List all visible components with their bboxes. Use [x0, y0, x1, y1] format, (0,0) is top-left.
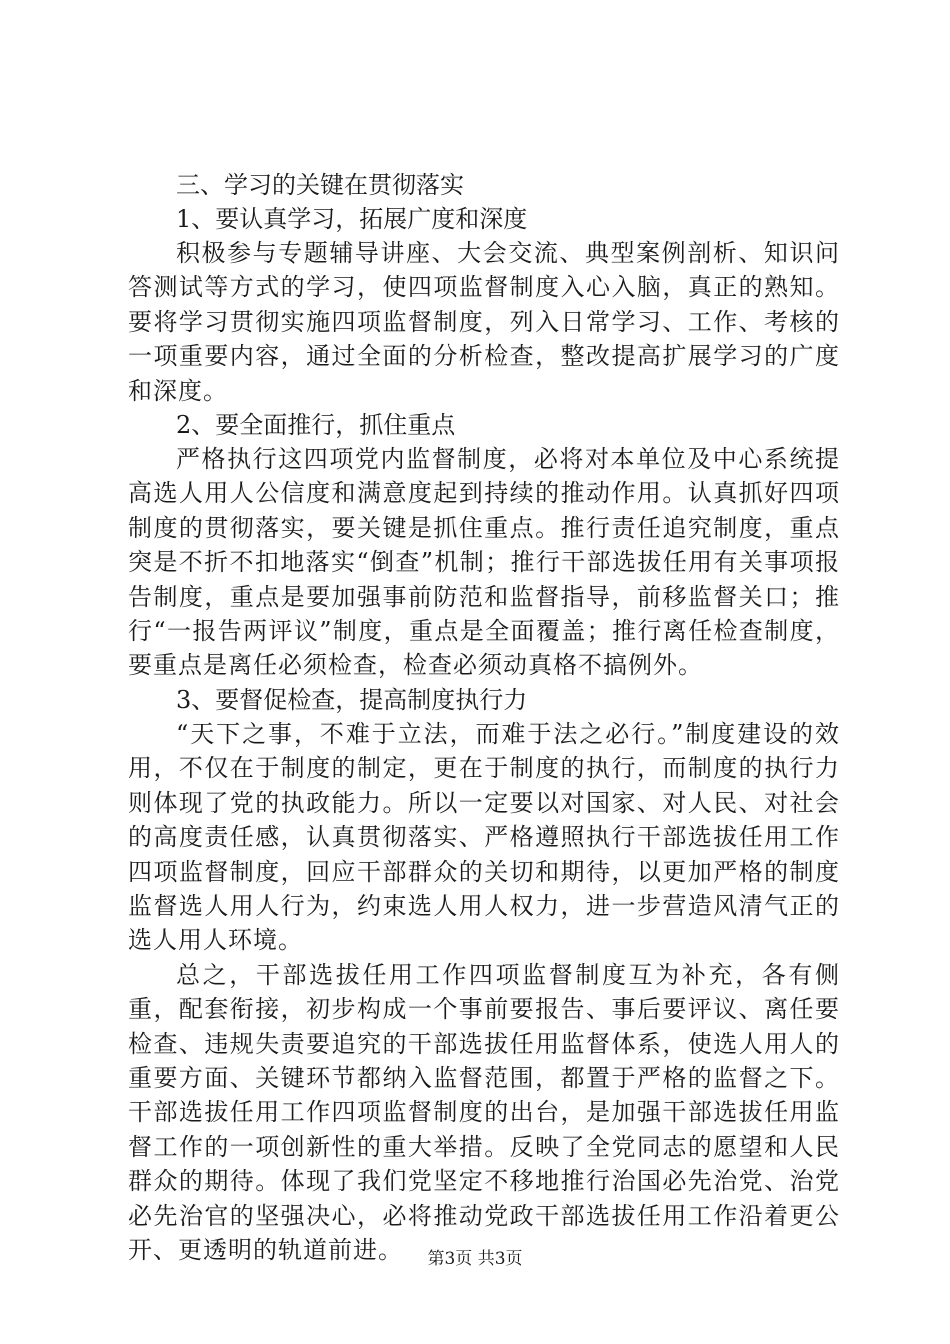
- document-body: [128, 168, 840, 1267]
- page-number-footer: 第3页 共3页: [427, 1249, 523, 1269]
- conclusion-paragraph: 总之，干部选拔任用工作四项监督制度互为补充，各有侧重，配套衔接，初步构成一个事前要报告、事后要评议、离任要检查、违规失责要追究的干部选拔任用监督体系，使选人用人的重要方面、关键环节都纳入监督范围，都置于严格的监督之下。干部选拔任用工作四项监督制度的出台，是加强干部选拔任用监督工作的一项创新性的重大举措。反映了全党同志的愿望和人民群众的期待。体现了我们党坚定不移地推行治国必先治党、治党必先治官的坚强决心，必将推动党政干部选拔任用工作沿着更公开、更透明的轨道前进。: [128, 960, 840, 1264]
- item-1-paragraph: 积极参与专题辅导讲座、大会交流、典型案例剖析、知识问答测试等方式的学习，使四项监督制度入心入脑，真正的熟知。要将学习贯彻实施四项监督制度，列入日常学习、工作、考核的一项重要内容，通过全面的分析检查，整改提高扩展学习的广度和深度。: [128, 239, 840, 405]
- item-2-paragraph: 严格执行这四项党内监督制度，必将对本单位及中心系统提高选人用人公信度和满意度起到持续的推动作用。认真抓好四项制度的贯彻落实，要关键是抓住重点。推行责任追究制度，重点突是不折不扣地落实“倒查”机制；推行干部选拔任用有关事项报告制度，重点是要加强事前防范和监督指导，前移监督关口；推行“一报告两评议”制度，重点是全面覆盖；推行离任检查制度，要重点是离任必须检查，检查必须动真格不搞例外。: [128, 445, 840, 680]
- item-2-heading: 2、要全面推行，抓住重点: [176, 411, 456, 440]
- item-1-heading: 1、要认真学习，拓展广度和深度: [176, 205, 528, 233]
- section-title: 三、学习的关键在贯彻落实: [176, 171, 464, 199]
- item-3-heading: 3、要督促检查，提高制度执行力: [176, 685, 528, 714]
- item-3-paragraph: “天下之事，不难于立法，而难于法之必行。”制度建设的效用，不仅在于制度的制定，更在于制度的执行，而制度的执行力则体现了党的执政能力。所以一定要以对国家、对人民、对社会的高度责任感，认真贯彻落实、严格遵照执行干部选拔任用工作四项监督制度，回应干部群众的关切和期待，以更加严格的制度监督选人用人行为，约束选人用人权力，进一步营造风清气正的选人用人环境。: [128, 719, 840, 955]
